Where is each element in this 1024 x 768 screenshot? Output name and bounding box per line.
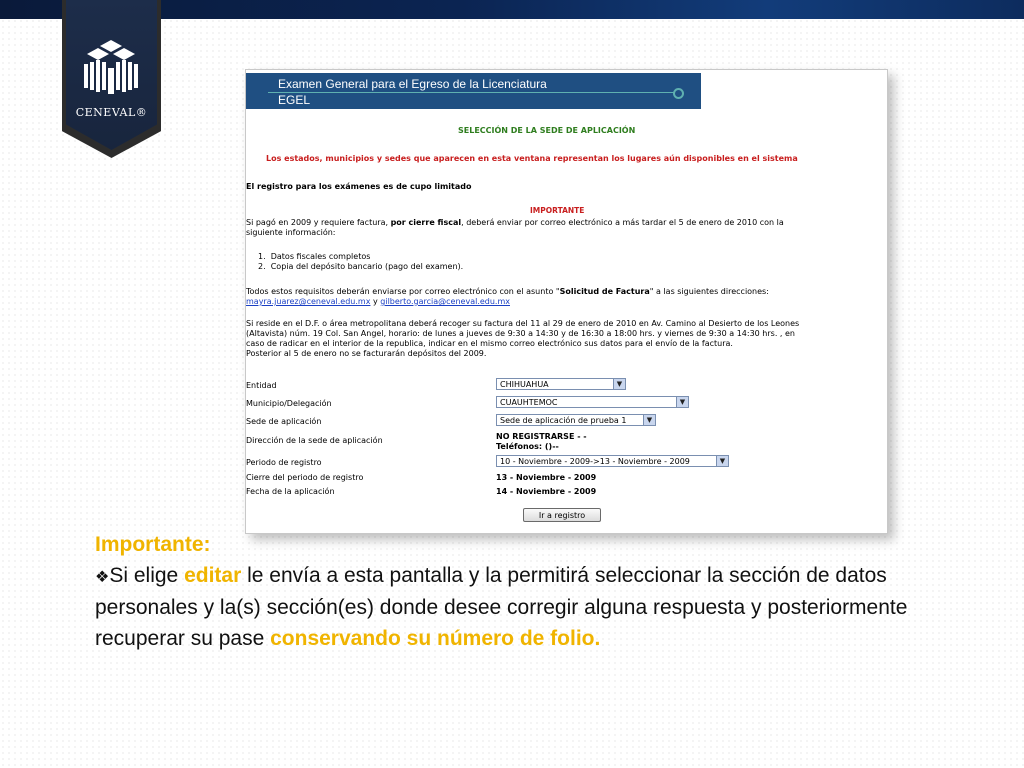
caption xyxy=(95,530,975,654)
important-heading: IMPORTANTE xyxy=(530,206,585,215)
list-item-text: Copia del depósito bancario (pago del examen). xyxy=(270,262,464,271)
para2-bold: Solicitud de Factura xyxy=(559,287,650,296)
egel-title: Examen General para el Egreso de la Licenciatura xyxy=(278,77,547,91)
fecha-value: 14 - Noviembre - 2009 xyxy=(496,487,597,496)
diamond-bullet-icon: ❖ xyxy=(95,568,110,586)
direccion-label: Dirección de la sede de aplicación xyxy=(246,436,383,445)
email-link[interactable]: gilberto.garcia@ceneval.edu.mx xyxy=(380,297,510,306)
para2-text-end: " a las siguientes direcciones: xyxy=(649,287,769,296)
para2-text: Todos estos requisitos deberán enviarse por correo electrónico con el asunto " xyxy=(246,287,560,296)
chevron-down-icon: ▼ xyxy=(716,456,728,466)
chevron-down-icon: ▼ xyxy=(676,397,688,407)
paragraph-3-line: caso de radicar en el interior de la republica, indicar en el mismo correo electrónico sus datos para el envío de la factura. xyxy=(246,339,733,348)
logo-text: CENEVAL® xyxy=(75,106,148,119)
chevron-down-icon: ▼ xyxy=(613,379,625,389)
fecha-label: Fecha de la aplicación xyxy=(246,487,335,496)
periodo-value: 10 - Noviembre - 2009->13 - Noviembre - 2009 xyxy=(500,457,690,466)
cierre-label: Cierre del periodo de registro xyxy=(246,473,364,482)
caption-text: Si elige xyxy=(109,563,185,587)
caption-text: le envía a esta pantalla y la permitirá seleccionar la sección de datos personales y la(s) sección(es) donde desee corregir alguna respuesta y posteriormente recuperar su pase xyxy=(95,563,908,650)
periodo-select[interactable] xyxy=(496,455,729,467)
ir-a-registro-button[interactable]: Ir a registro xyxy=(523,508,601,522)
municipio-select[interactable] xyxy=(496,396,689,408)
ceneval-logo-icon xyxy=(80,38,142,100)
caption-highlight-folio: conservando su número de folio. xyxy=(270,626,601,650)
caption-body xyxy=(95,561,975,655)
caption-heading: Importante: xyxy=(95,533,211,556)
entidad-value: CHIHUAHUA xyxy=(500,380,549,389)
entidad-label: Entidad xyxy=(246,381,277,390)
entidad-select[interactable] xyxy=(496,378,626,390)
municipio-value: CUAUHTEMOC xyxy=(500,398,558,407)
paragraph-3-line: (Altavista) núm. 19 Col. San Angel, horario: de lunes a jueves de 9:30 a 14:30 y de 16:30 a 18:00 hrs. y viernes de 9:30 a 14:30 hrs. , en xyxy=(246,329,795,338)
para1-text: Si pagó en 2009 y requiere factura, xyxy=(246,218,391,227)
list-item: 2. Copia del depósito bancario (pago del examen). xyxy=(258,262,464,271)
embedded-screenshot xyxy=(245,69,888,534)
egel-header xyxy=(246,73,701,109)
egel-subtitle: EGEL xyxy=(278,93,311,107)
paragraph-2 xyxy=(246,287,769,296)
paragraph-3-line: Posterior al 5 de enero no se facturarán depósitos del 2009. xyxy=(246,349,487,358)
para1-text-end: , deberá enviar por correo electrónico a más tardar el 5 de enero de 2010 con la xyxy=(461,218,784,227)
caption-highlight-editar: editar xyxy=(184,563,242,587)
sede-select[interactable] xyxy=(496,414,656,426)
periodo-label: Periodo de registro xyxy=(246,458,322,467)
email-link[interactable]: mayra.juarez@ceneval.edu.mx xyxy=(246,297,371,306)
sede-value: Sede de aplicación de prueba 1 xyxy=(500,416,627,425)
email-line xyxy=(246,297,510,306)
paragraph-1 xyxy=(246,218,784,227)
limited-notice: El registro para los exámenes es de cupo limitado xyxy=(246,182,472,191)
municipio-label: Municipio/Delegación xyxy=(246,399,332,408)
availability-notice: Los estados, municipios y sedes que aparecen en esta ventana representan los lugares aún disponibles en el sistema xyxy=(266,154,798,163)
chevron-down-icon: ▼ xyxy=(643,415,655,425)
header-divider xyxy=(268,92,675,93)
telefonos-value: Teléfonos: ()-- xyxy=(496,442,559,451)
para1-bold: por cierre fiscal xyxy=(390,218,462,227)
sede-label: Sede de aplicación xyxy=(246,417,322,426)
paragraph-1-cont: siguiente información: xyxy=(246,228,336,237)
paragraph-3-line: Si reside en el D.F. o área metropolitana deberá recoger su factura del 11 al 29 de enero de 2010 en Av. Camino al Desierto de los Leones xyxy=(246,319,800,328)
cierre-value: 13 - Noviembre - 2009 xyxy=(496,473,597,482)
list-item-text: Datos fiscales completos xyxy=(270,252,371,261)
list-item: 1. Datos fiscales completos xyxy=(258,252,371,261)
header-dot-icon xyxy=(673,88,684,99)
email-separator: y xyxy=(370,297,381,306)
section-title: SELECCIÓN DE LA SEDE DE APLICACIÓN xyxy=(458,126,636,135)
direccion-value: NO REGISTRARSE - - xyxy=(496,432,587,441)
